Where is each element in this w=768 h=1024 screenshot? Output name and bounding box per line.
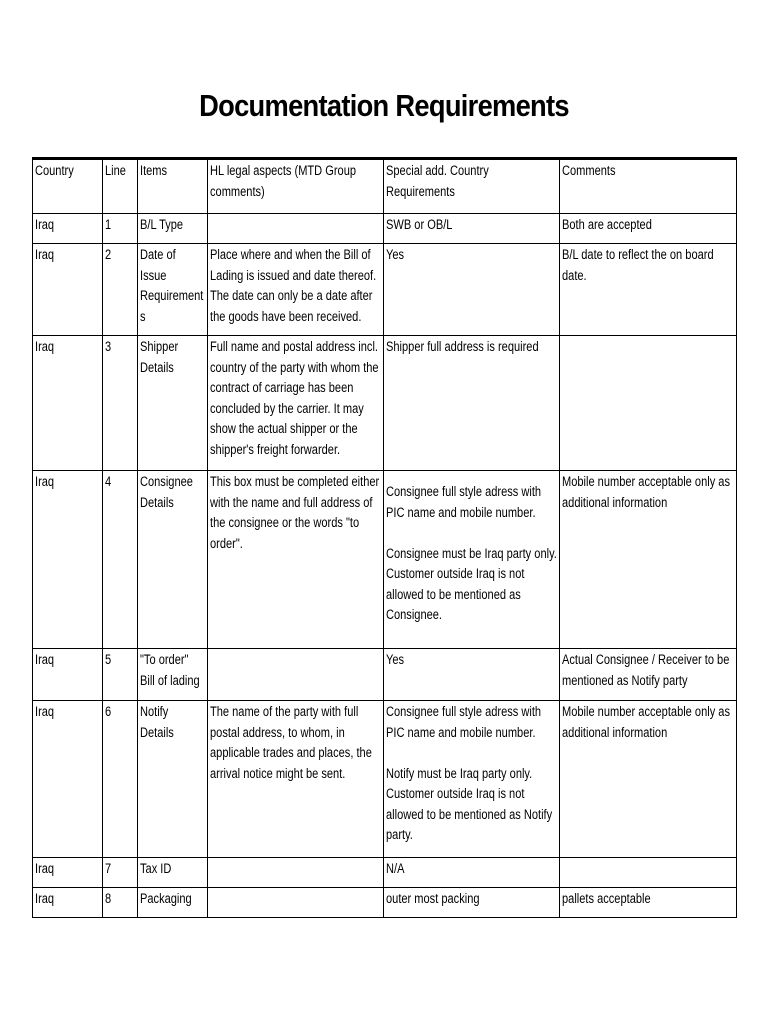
header-items: Items bbox=[138, 159, 208, 214]
page-title: Documentation Requirements bbox=[199, 88, 569, 123]
requirements-table bbox=[32, 157, 737, 918]
cell-special: SWB or OB/L bbox=[384, 214, 560, 244]
cell-comments bbox=[560, 858, 737, 888]
cell-comments: Actual Consignee / Receiver to be mentioned as Notify party bbox=[560, 649, 737, 701]
cell-line: 1 bbox=[103, 214, 138, 244]
table-row bbox=[33, 649, 737, 701]
cell-comments: Mobile number acceptable only as additional information bbox=[560, 471, 737, 649]
cell-country: Iraq bbox=[33, 649, 103, 701]
cell-line: 6 bbox=[103, 701, 138, 858]
table-row bbox=[33, 214, 737, 244]
cell-country: Iraq bbox=[33, 888, 103, 918]
cell-line: 5 bbox=[103, 649, 138, 701]
cell-comments: pallets acceptable bbox=[560, 888, 737, 918]
cell-hl-legal: This box must be completed either with the name and full address of the consignee or the words "to order". bbox=[208, 471, 384, 649]
cell-comments: Mobile number acceptable only as additional information bbox=[560, 701, 737, 858]
cell-items: Shipper Details bbox=[138, 336, 208, 471]
cell-special: Consignee full style adress with PIC name and mobile number. Notify must be Iraq party only. Customer outside Iraq is not allowed to be mentioned as Notify party. bbox=[384, 701, 560, 858]
header-country: Country bbox=[33, 159, 103, 214]
cell-country: Iraq bbox=[33, 471, 103, 649]
cell-line: 7 bbox=[103, 858, 138, 888]
header-line: Line bbox=[103, 159, 138, 214]
cell-items: B/L Type bbox=[138, 214, 208, 244]
header-comments: Comments bbox=[560, 159, 737, 214]
header-special-country-requirements: Special add. Country Requirements bbox=[384, 159, 560, 214]
cell-special: outer most packing bbox=[384, 888, 560, 918]
table-row bbox=[33, 471, 737, 649]
table-row bbox=[33, 244, 737, 336]
cell-country: Iraq bbox=[33, 244, 103, 336]
cell-hl-legal bbox=[208, 214, 384, 244]
cell-line: 3 bbox=[103, 336, 138, 471]
cell-line: 8 bbox=[103, 888, 138, 918]
cell-items: Notify Details bbox=[138, 701, 208, 858]
cell-special: N/A bbox=[384, 858, 560, 888]
cell-special: Consignee full style adress with PIC name and mobile number. Consignee must be Iraq party only. Customer outside Iraq is not allowed to be mentioned as Consignee. bbox=[384, 471, 560, 649]
cell-hl-legal: The name of the party with full postal address, to whom, in applicable trades and places, the arrival notice might be sent. bbox=[208, 701, 384, 858]
cell-country: Iraq bbox=[33, 336, 103, 471]
cell-line: 4 bbox=[103, 471, 138, 649]
table-header-row bbox=[33, 159, 737, 214]
table-row bbox=[33, 888, 737, 918]
header-hl-legal-aspects: HL legal aspects (MTD Group comments) bbox=[208, 159, 384, 214]
cell-special: Yes bbox=[384, 244, 560, 336]
cell-hl-legal: Place where and when the Bill of Lading is issued and date thereof. The date can only be a date after the goods have been received. bbox=[208, 244, 384, 336]
cell-comments bbox=[560, 336, 737, 471]
table-row bbox=[33, 701, 737, 858]
cell-items: Packaging bbox=[138, 888, 208, 918]
cell-items: Date of Issue Requirement s bbox=[138, 244, 208, 336]
cell-country: Iraq bbox=[33, 701, 103, 858]
table-row bbox=[33, 336, 737, 471]
cell-hl-legal bbox=[208, 649, 384, 701]
cell-hl-legal: Full name and postal address incl. country of the party with whom the contract of carriage has been concluded by the carrier. It may show the actual shipper or the shipper's freight forwarder. bbox=[208, 336, 384, 471]
cell-special: Yes bbox=[384, 649, 560, 701]
cell-country: Iraq bbox=[33, 214, 103, 244]
cell-items: Consignee Details bbox=[138, 471, 208, 649]
cell-special: Shipper full address is required bbox=[384, 336, 560, 471]
cell-line: 2 bbox=[103, 244, 138, 336]
cell-items: "To order" Bill of lading bbox=[138, 649, 208, 701]
cell-country: Iraq bbox=[33, 858, 103, 888]
cell-hl-legal bbox=[208, 858, 384, 888]
cell-items: Tax ID bbox=[138, 858, 208, 888]
cell-comments: B/L date to reflect the on board date. bbox=[560, 244, 737, 336]
cell-hl-legal bbox=[208, 888, 384, 918]
table-row bbox=[33, 858, 737, 888]
cell-comments: Both are accepted bbox=[560, 214, 737, 244]
